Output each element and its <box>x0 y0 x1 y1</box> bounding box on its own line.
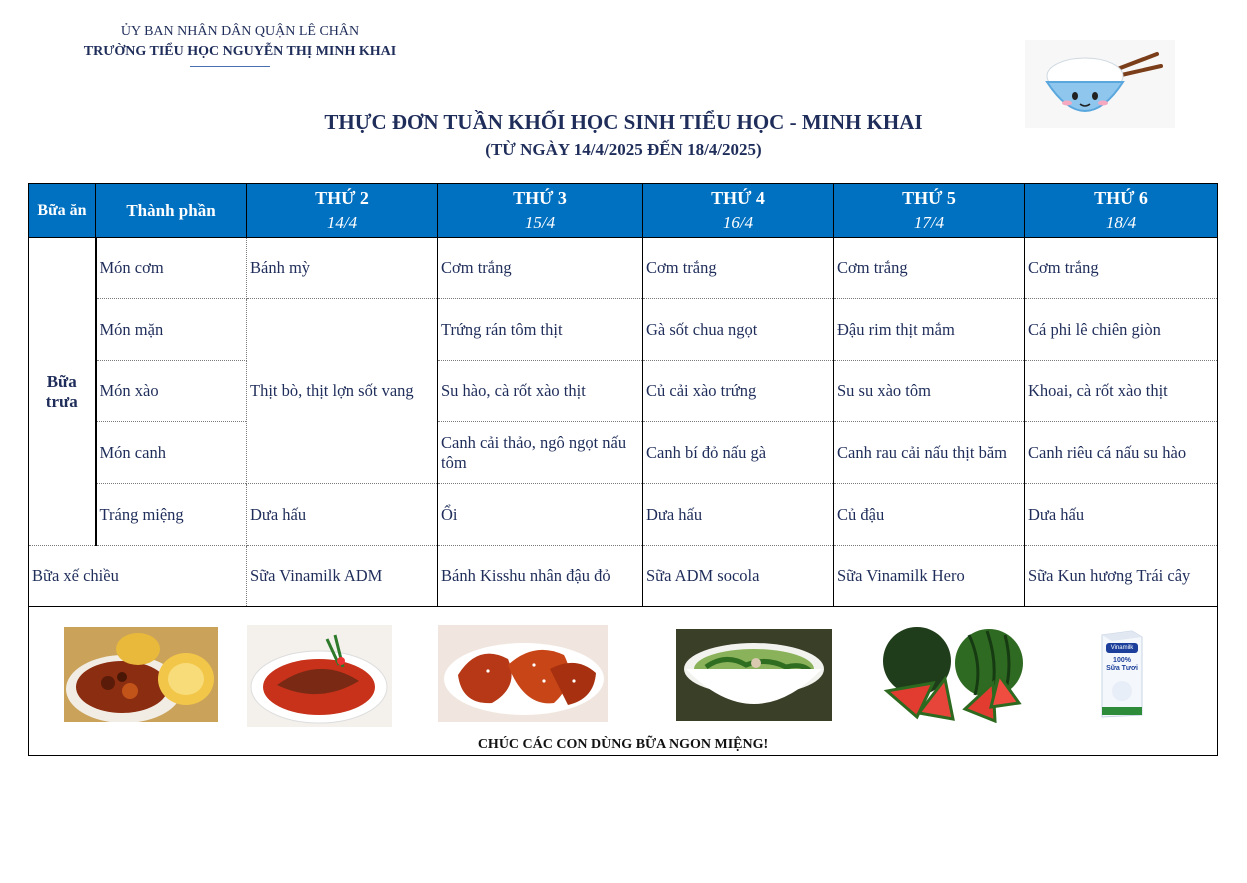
glazed-chicken-picture <box>438 625 608 722</box>
component-label: Món canh <box>96 422 247 484</box>
menu-date-range: (TỪ NGÀY 14/4/2025 ĐẾN 18/4/2025) <box>485 140 762 159</box>
menu-cell: Trứng rán tôm thịt <box>438 299 643 361</box>
school-name: TRƯỜNG TIỂU HỌC NGUYỄN THỊ MINH KHAI <box>83 44 397 59</box>
weekly-menu-table <box>28 183 1218 756</box>
menu-title: THỰC ĐƠN TUẦN KHỐI HỌC SINH TIỂU HỌC - MINH KHAI <box>324 110 923 134</box>
menu-cell: Khoai, cà rốt xào thịt <box>1025 361 1218 422</box>
meal-column-header: Bữa ăn <box>29 184 96 238</box>
menu-cell: Cơm trắng <box>1025 238 1218 299</box>
component-label: Món xào <box>96 361 247 422</box>
component-column-header: Thành phần <box>96 184 247 238</box>
component-label: Tráng miệng <box>96 484 247 546</box>
food-pictures-panel <box>29 607 1218 756</box>
beef-stew-picture <box>64 627 218 722</box>
menu-cell: Sữa Vinamilk Hero <box>834 546 1025 607</box>
menu-cell: Đậu rim thịt mắm <box>834 299 1025 361</box>
table-header-row <box>29 184 1218 238</box>
menu-cell: Cơm trắng <box>438 238 643 299</box>
table-row <box>29 422 1218 484</box>
milk-product-label: 100% Sữa Tươi <box>1106 657 1138 672</box>
day-header-mon: THỨ 2 14/4 <box>247 184 438 238</box>
menu-cell: Bánh mỳ <box>247 238 438 299</box>
menu-cell: Canh rau cải nấu thịt băm <box>834 422 1025 484</box>
fish-sauce-picture <box>247 625 392 727</box>
snack-row <box>29 546 1218 607</box>
menu-cell: Gà sốt chua ngọt <box>643 299 834 361</box>
menu-cell: Canh cải thảo, ngô ngọt nấu tôm <box>438 422 643 484</box>
menu-cell: Canh bí đỏ nấu gà <box>643 422 834 484</box>
footer-message: CHÚC CÁC CON DÙNG BỮA NGON MIỆNG! <box>477 737 769 752</box>
watermelon-picture <box>879 625 1025 723</box>
table-row <box>29 361 1218 422</box>
menu-cell: Củ cải xào trứng <box>643 361 834 422</box>
milk-carton-picture <box>1092 627 1150 721</box>
day-header-tue: THỨ 3 15/4 <box>438 184 643 238</box>
authority-name: ỦY BAN NHÂN DÂN QUẬN LÊ CHÂN <box>120 24 360 39</box>
table-row <box>29 484 1218 546</box>
menu-cell: Dưa hấu <box>247 484 438 546</box>
day-header-fri: THỨ 6 18/4 <box>1025 184 1218 238</box>
menu-cell: Bánh Kisshu nhân đậu đỏ <box>438 546 643 607</box>
pictures-row <box>29 607 1218 756</box>
vegetable-soup-picture <box>676 629 832 721</box>
component-label: Món cơm <box>96 238 247 299</box>
header-underline <box>190 66 270 67</box>
lunch-label: Bữa trưa <box>29 238 96 546</box>
snack-label: Bữa xế chiều <box>29 546 247 607</box>
menu-cell: Sữa ADM socola <box>643 546 834 607</box>
menu-cell: Dưa hấu <box>1025 484 1218 546</box>
table-row <box>29 299 1218 361</box>
menu-cell: Củ đậu <box>834 484 1025 546</box>
menu-cell: Cơm trắng <box>834 238 1025 299</box>
menu-cell: Thịt bò, thịt lợn sốt vang <box>247 299 438 484</box>
day-header-thu: THỨ 5 17/4 <box>834 184 1025 238</box>
table-row <box>29 238 1218 299</box>
menu-cell: Sữa Kun hương Trái cây <box>1025 546 1218 607</box>
menu-cell: Su su xào tôm <box>834 361 1025 422</box>
menu-cell: Sữa Vinamilk ADM <box>247 546 438 607</box>
menu-cell: Dưa hấu <box>643 484 834 546</box>
menu-cell: Su hào, cà rốt xào thịt <box>438 361 643 422</box>
menu-cell: Cơm trắng <box>643 238 834 299</box>
menu-cell: Canh riêu cá nấu su hào <box>1025 422 1218 484</box>
component-label: Món mặn <box>96 299 247 361</box>
day-header-wed: THỨ 4 16/4 <box>643 184 834 238</box>
menu-cell: Ổi <box>438 484 643 546</box>
milk-brand-label: Vinamilk <box>1110 645 1134 651</box>
menu-cell: Cá phi lê chiên giòn <box>1025 299 1218 361</box>
